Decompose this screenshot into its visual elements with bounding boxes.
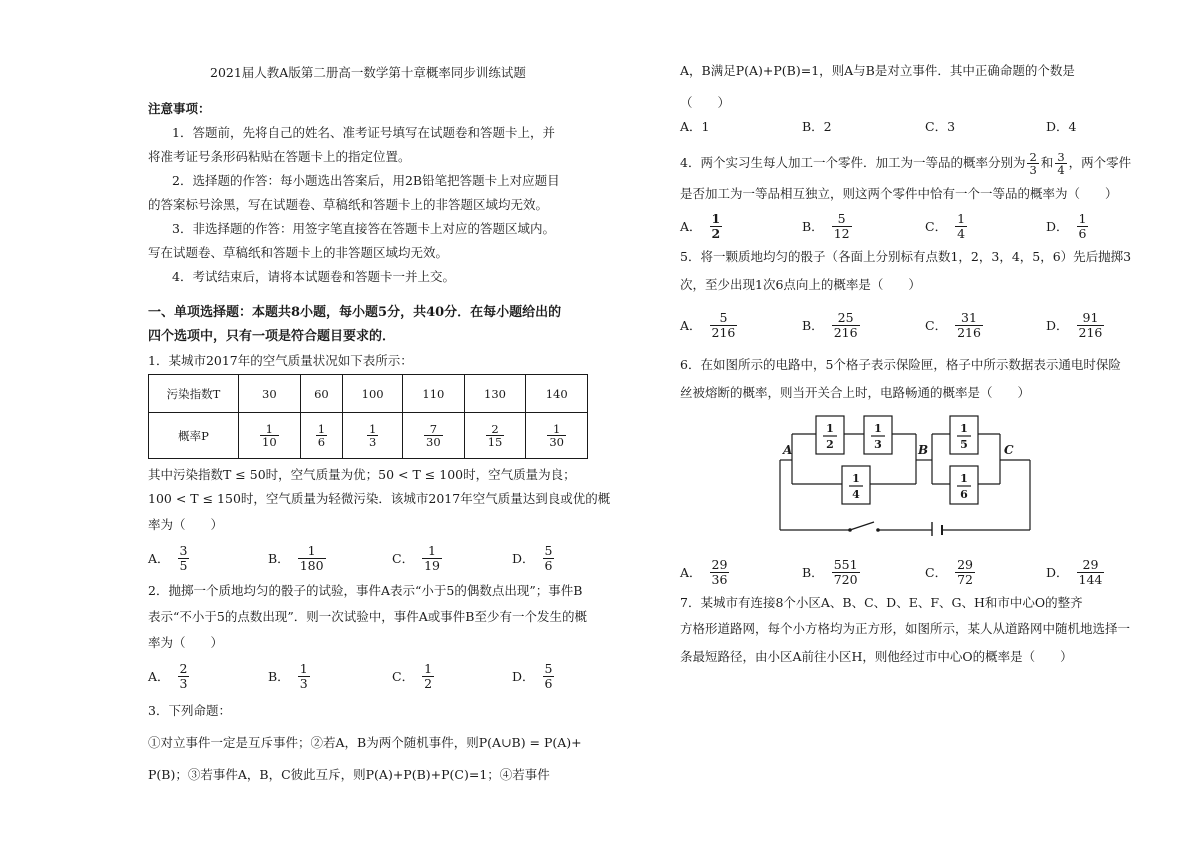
numerator: 1	[265, 422, 273, 436]
option-a[interactable]: A．1	[680, 119, 710, 134]
notice-line: 将准考证号条形码粘贴在答题卡上的指定位置。	[148, 149, 411, 164]
option-c[interactable]	[925, 552, 977, 592]
question-7-text: 条最短路径，由小区A前往小区H，则他经过市中心O的概率是（ ）	[680, 649, 1073, 664]
fuse-2-denominator: 3	[874, 438, 882, 451]
fraction	[422, 662, 434, 691]
denominator: 3	[179, 675, 188, 691]
numerator: 29	[711, 556, 728, 572]
numerator: 1	[424, 660, 433, 676]
numerator: 1	[317, 422, 326, 436]
denominator: 5	[179, 557, 188, 573]
denominator: 12	[833, 225, 850, 241]
node-label-a: A	[783, 443, 793, 457]
numerator: 2	[1029, 149, 1037, 164]
fraction	[1055, 151, 1066, 176]
question-7-text: 方格形道路网，每个小方格均为正方形，如图所示，某人从道路网中随机地选择一	[680, 621, 1131, 636]
question-5-text: 5．将一颗质地均匀的骰子（各面上分别标有点数1，2，3，4，5，6）先后抛掷3	[680, 249, 1132, 264]
document-title: 2021届人教A版第二册高一数学第十章概率同步训练试题	[210, 65, 526, 80]
numerator: 5	[837, 210, 846, 226]
question-3-options	[680, 110, 1120, 142]
option-b[interactable]	[268, 656, 312, 696]
denominator: 2	[711, 225, 721, 241]
question-6-text: 丝被熔断的概率，则当开关合上时，电路畅通的概率是（ ）	[680, 385, 1031, 400]
section-heading: 一、单项选择题：本题共8小题，每小题5分，共40分．在每小题给出的	[148, 305, 562, 320]
fraction	[832, 212, 852, 241]
text-segment: ，两个零件	[1068, 155, 1132, 170]
section-heading: 四个选项中，只有一项是符合题目要求的．	[148, 329, 396, 344]
denominator: 6	[1078, 225, 1087, 241]
option-a[interactable]	[680, 305, 739, 345]
fuse-5-denominator: 6	[960, 488, 968, 501]
question-6-options	[680, 552, 1120, 592]
question-3-text: 3．下列命题：	[148, 703, 231, 718]
numerator: 1	[368, 422, 377, 436]
fuse-3-denominator: 4	[852, 488, 860, 501]
numerator: 7	[429, 422, 438, 436]
option-letter: A．	[680, 219, 702, 234]
question-3-text: P(B)；③若事件A，B，C彼此互斥，则P(A)+P(B)+P(C)=1；④若事件	[148, 767, 550, 782]
table-cell	[403, 413, 465, 459]
denominator: 72	[957, 571, 973, 587]
fraction	[298, 662, 310, 691]
denominator: 2	[424, 675, 433, 691]
numerator: 25	[837, 309, 854, 325]
denominator: 6	[544, 675, 553, 691]
option-letter: A．	[680, 318, 702, 333]
numerator: 551	[833, 556, 858, 572]
question-2-text: 表示“不小于5的点数出现”．则一次试验中，事件A或事件B至少有一个发生的概	[148, 609, 587, 624]
fraction	[543, 662, 555, 691]
fraction	[955, 558, 975, 587]
notice-line: 写在试题卷、草稿纸和答题卡上的非答题区域均无效。	[148, 245, 449, 260]
option-c[interactable]: C．3	[925, 119, 956, 134]
notice-line: 3．非选择题的作答：用签字笔直接答在答题卡上对应的答题区域内。	[172, 221, 555, 236]
fraction	[547, 423, 566, 448]
fraction	[832, 311, 860, 340]
table-cell	[239, 413, 301, 459]
fraction	[1077, 311, 1105, 340]
denominator: 6	[544, 557, 553, 573]
denominator: 3	[368, 435, 377, 449]
fraction	[710, 212, 723, 241]
question-4-text: 是否加工为一等品相互独立，则这两个零件中恰有一个一等品的概率为（ ）	[680, 186, 1118, 201]
denominator: 30	[426, 435, 441, 449]
fuse-1-numerator: 1	[826, 422, 834, 435]
fraction	[710, 558, 730, 587]
option-d[interactable]	[1046, 206, 1090, 246]
table-cell	[526, 413, 588, 459]
switch-contact	[876, 528, 880, 532]
numerator: 31	[961, 309, 977, 325]
option-letter: D．	[512, 551, 535, 566]
numerator: 1	[428, 542, 436, 558]
numerator: 91	[1082, 309, 1099, 325]
option-c[interactable]	[392, 656, 436, 696]
question-7-text: 7．某城市有连接8个小区A、B、C、D、E、F、G、H和市中心O的整齐	[680, 595, 1083, 610]
option-d[interactable]	[1046, 305, 1106, 345]
numerator: 5	[719, 309, 728, 325]
option-letter: B．	[802, 219, 824, 234]
question-1-text: 其中污染指数T ≤ 50时，空气质量为优；50 < T ≤ 100时，空气质量为良；	[148, 467, 576, 482]
pollution-table	[148, 374, 588, 459]
table-header-prob: 概率P	[149, 413, 239, 459]
table-cell: 130	[464, 375, 526, 413]
fraction	[543, 544, 555, 573]
numerator: 1	[299, 660, 308, 676]
question-3-text: （ ）	[680, 95, 731, 110]
question-4-text	[680, 144, 1131, 182]
option-letter: B．	[268, 669, 290, 684]
numerator: 2	[179, 660, 188, 676]
fuse-4-denominator: 5	[960, 438, 968, 451]
denominator: 216	[1078, 324, 1103, 340]
option-letter: D．	[1046, 219, 1069, 234]
option-b[interactable]	[268, 538, 328, 578]
fraction	[1027, 151, 1038, 176]
table-cell: 60	[300, 375, 343, 413]
fuse-5-numerator: 1	[960, 472, 968, 485]
option-a[interactable]	[680, 552, 731, 592]
option-letter: B．	[802, 318, 824, 333]
option-letter: B．	[268, 551, 290, 566]
option-letter: C．	[392, 669, 415, 684]
notice-heading: 注意事项：	[148, 101, 211, 116]
numerator: 1	[711, 210, 721, 226]
option-d[interactable]	[512, 538, 556, 578]
option-b[interactable]: B．2	[802, 119, 832, 134]
numerator: 3	[1057, 149, 1065, 164]
option-c[interactable]	[392, 538, 444, 578]
option-letter: B．	[802, 565, 824, 580]
option-letter: C．	[925, 318, 948, 333]
question-6-text: 6．在如图所示的电路中，5个格子表示保险匣，格子中所示数据表示通电时保险	[680, 357, 1121, 372]
fraction	[955, 311, 983, 340]
option-a[interactable]	[680, 206, 724, 246]
numerator: 1	[553, 422, 561, 436]
question-2-options	[148, 656, 590, 696]
notice-line: 的答案标号涂黑，写在试题卷、草稿纸和答题卡上的非答题区域均无效。	[148, 197, 549, 212]
fuse-3-numerator: 1	[852, 472, 860, 485]
table-cell	[343, 413, 403, 459]
fraction	[316, 423, 327, 448]
denominator: 30	[549, 435, 564, 449]
denominator: 4	[1057, 162, 1065, 177]
node-label-b: B	[918, 443, 929, 457]
switch-lever	[850, 522, 874, 530]
option-c[interactable]	[925, 305, 985, 345]
notice-line: 4．考试结束后，请将本试题卷和答题卡一并上交。	[172, 269, 455, 284]
question-1-stem: 1．某城市2017年的空气质量状况如下表所示：	[148, 353, 413, 368]
fraction	[832, 558, 860, 587]
question-2-text: 2．抛掷一个质地均匀的骰子的试验，事件A表示“小于5的偶数点出现”；事件B	[148, 583, 583, 598]
fraction	[424, 423, 443, 448]
node-label-c: C	[1004, 443, 1014, 457]
denominator: 4	[957, 225, 966, 241]
question-3-text: ①对立事件一定是互斥事件；②若A，B为两个随机事件，则P(A∪B) = P(A)+	[148, 735, 582, 750]
denominator: 144	[1078, 571, 1103, 587]
option-d[interactable]	[1046, 552, 1106, 592]
fraction	[298, 544, 326, 573]
question-4-options	[680, 206, 1120, 246]
question-2-text: 率为（ ）	[148, 635, 224, 650]
option-letter: A．	[680, 565, 702, 580]
question-1-text: 100 < T ≤ 150时，空气质量为轻微污染．该城市2017年空气质量达到良或优的概	[148, 491, 611, 506]
option-letter: D．	[1046, 565, 1069, 580]
option-letter: A．	[148, 669, 170, 684]
option-d[interactable]	[512, 656, 556, 696]
question-3-text: A，B满足P(A)+P(B)=1，则A与B是对立事件．其中正确命题的个数是	[680, 63, 1075, 78]
numerator: 5	[544, 660, 553, 676]
fraction	[710, 311, 738, 340]
fuse-1-denominator: 2	[826, 438, 834, 451]
numerator: 29	[1082, 556, 1099, 572]
denominator: 19	[424, 557, 440, 573]
question-1-text: 率为（ ）	[148, 517, 224, 532]
table-cell	[464, 413, 526, 459]
denominator: 36	[711, 571, 728, 587]
fraction	[422, 544, 442, 573]
question-5-text: 次，至少出现1次6点向上的概率是（ ）	[680, 277, 921, 292]
option-b[interactable]	[802, 206, 854, 246]
option-b[interactable]	[802, 552, 862, 592]
denominator: 6	[317, 435, 326, 449]
option-a[interactable]	[148, 656, 191, 696]
denominator: 720	[833, 571, 858, 587]
denominator: 3	[299, 675, 308, 691]
question-1-options	[148, 538, 590, 578]
table-cell: 110	[403, 375, 465, 413]
table-cell	[300, 413, 343, 459]
denominator: 10	[262, 435, 277, 449]
fraction	[1077, 558, 1105, 587]
option-c[interactable]	[925, 206, 969, 246]
fraction	[367, 423, 378, 448]
table-cell: 140	[526, 375, 588, 413]
fraction	[178, 662, 190, 691]
denominator: 180	[299, 557, 324, 573]
fraction	[178, 544, 190, 573]
numerator: 1	[307, 542, 316, 558]
text-segment: 4．两个实习生每人加工一个零件．加工为一等品的概率分别为	[680, 155, 1026, 170]
question-5-options	[680, 305, 1120, 345]
numerator: 1	[957, 210, 966, 226]
fraction	[955, 212, 967, 241]
switch-contact	[848, 528, 852, 532]
option-d[interactable]: D．4	[1046, 119, 1077, 134]
numerator: 29	[957, 556, 973, 572]
text-segment: 和	[1040, 155, 1054, 170]
option-b[interactable]	[802, 305, 862, 345]
fraction	[1077, 212, 1089, 241]
option-a[interactable]	[148, 538, 191, 578]
numerator: 3	[179, 542, 188, 558]
fraction	[486, 423, 505, 448]
fuse-2-numerator: 1	[874, 422, 882, 435]
option-letter: C．	[925, 219, 948, 234]
option-letter: C．	[925, 565, 948, 580]
numerator: 5	[544, 542, 553, 558]
denominator: 216	[957, 324, 981, 340]
notice-line: 1．答题前，先将自己的姓名、准考证号填写在试题卷和答题卡上，并	[172, 125, 555, 140]
table-cell: 30	[239, 375, 301, 413]
denominator: 15	[487, 435, 503, 449]
denominator: 216	[833, 324, 858, 340]
table-cell: 100	[343, 375, 403, 413]
denominator: 216	[711, 324, 736, 340]
numerator: 1	[1078, 210, 1087, 226]
circuit-diagram	[770, 412, 1040, 536]
option-letter: D．	[1046, 318, 1069, 333]
table-header-index: 污染指数T	[149, 375, 239, 413]
denominator: 3	[1029, 162, 1037, 177]
notice-line: 2．选择题的作答：每小题选出答案后，用2B铅笔把答题卡上对应题目	[172, 173, 560, 188]
option-letter: D．	[512, 669, 535, 684]
numerator: 2	[491, 422, 499, 436]
fuse-4-numerator: 1	[960, 422, 968, 435]
fraction	[260, 423, 279, 448]
option-letter: A．	[148, 551, 170, 566]
option-letter: C．	[392, 551, 415, 566]
